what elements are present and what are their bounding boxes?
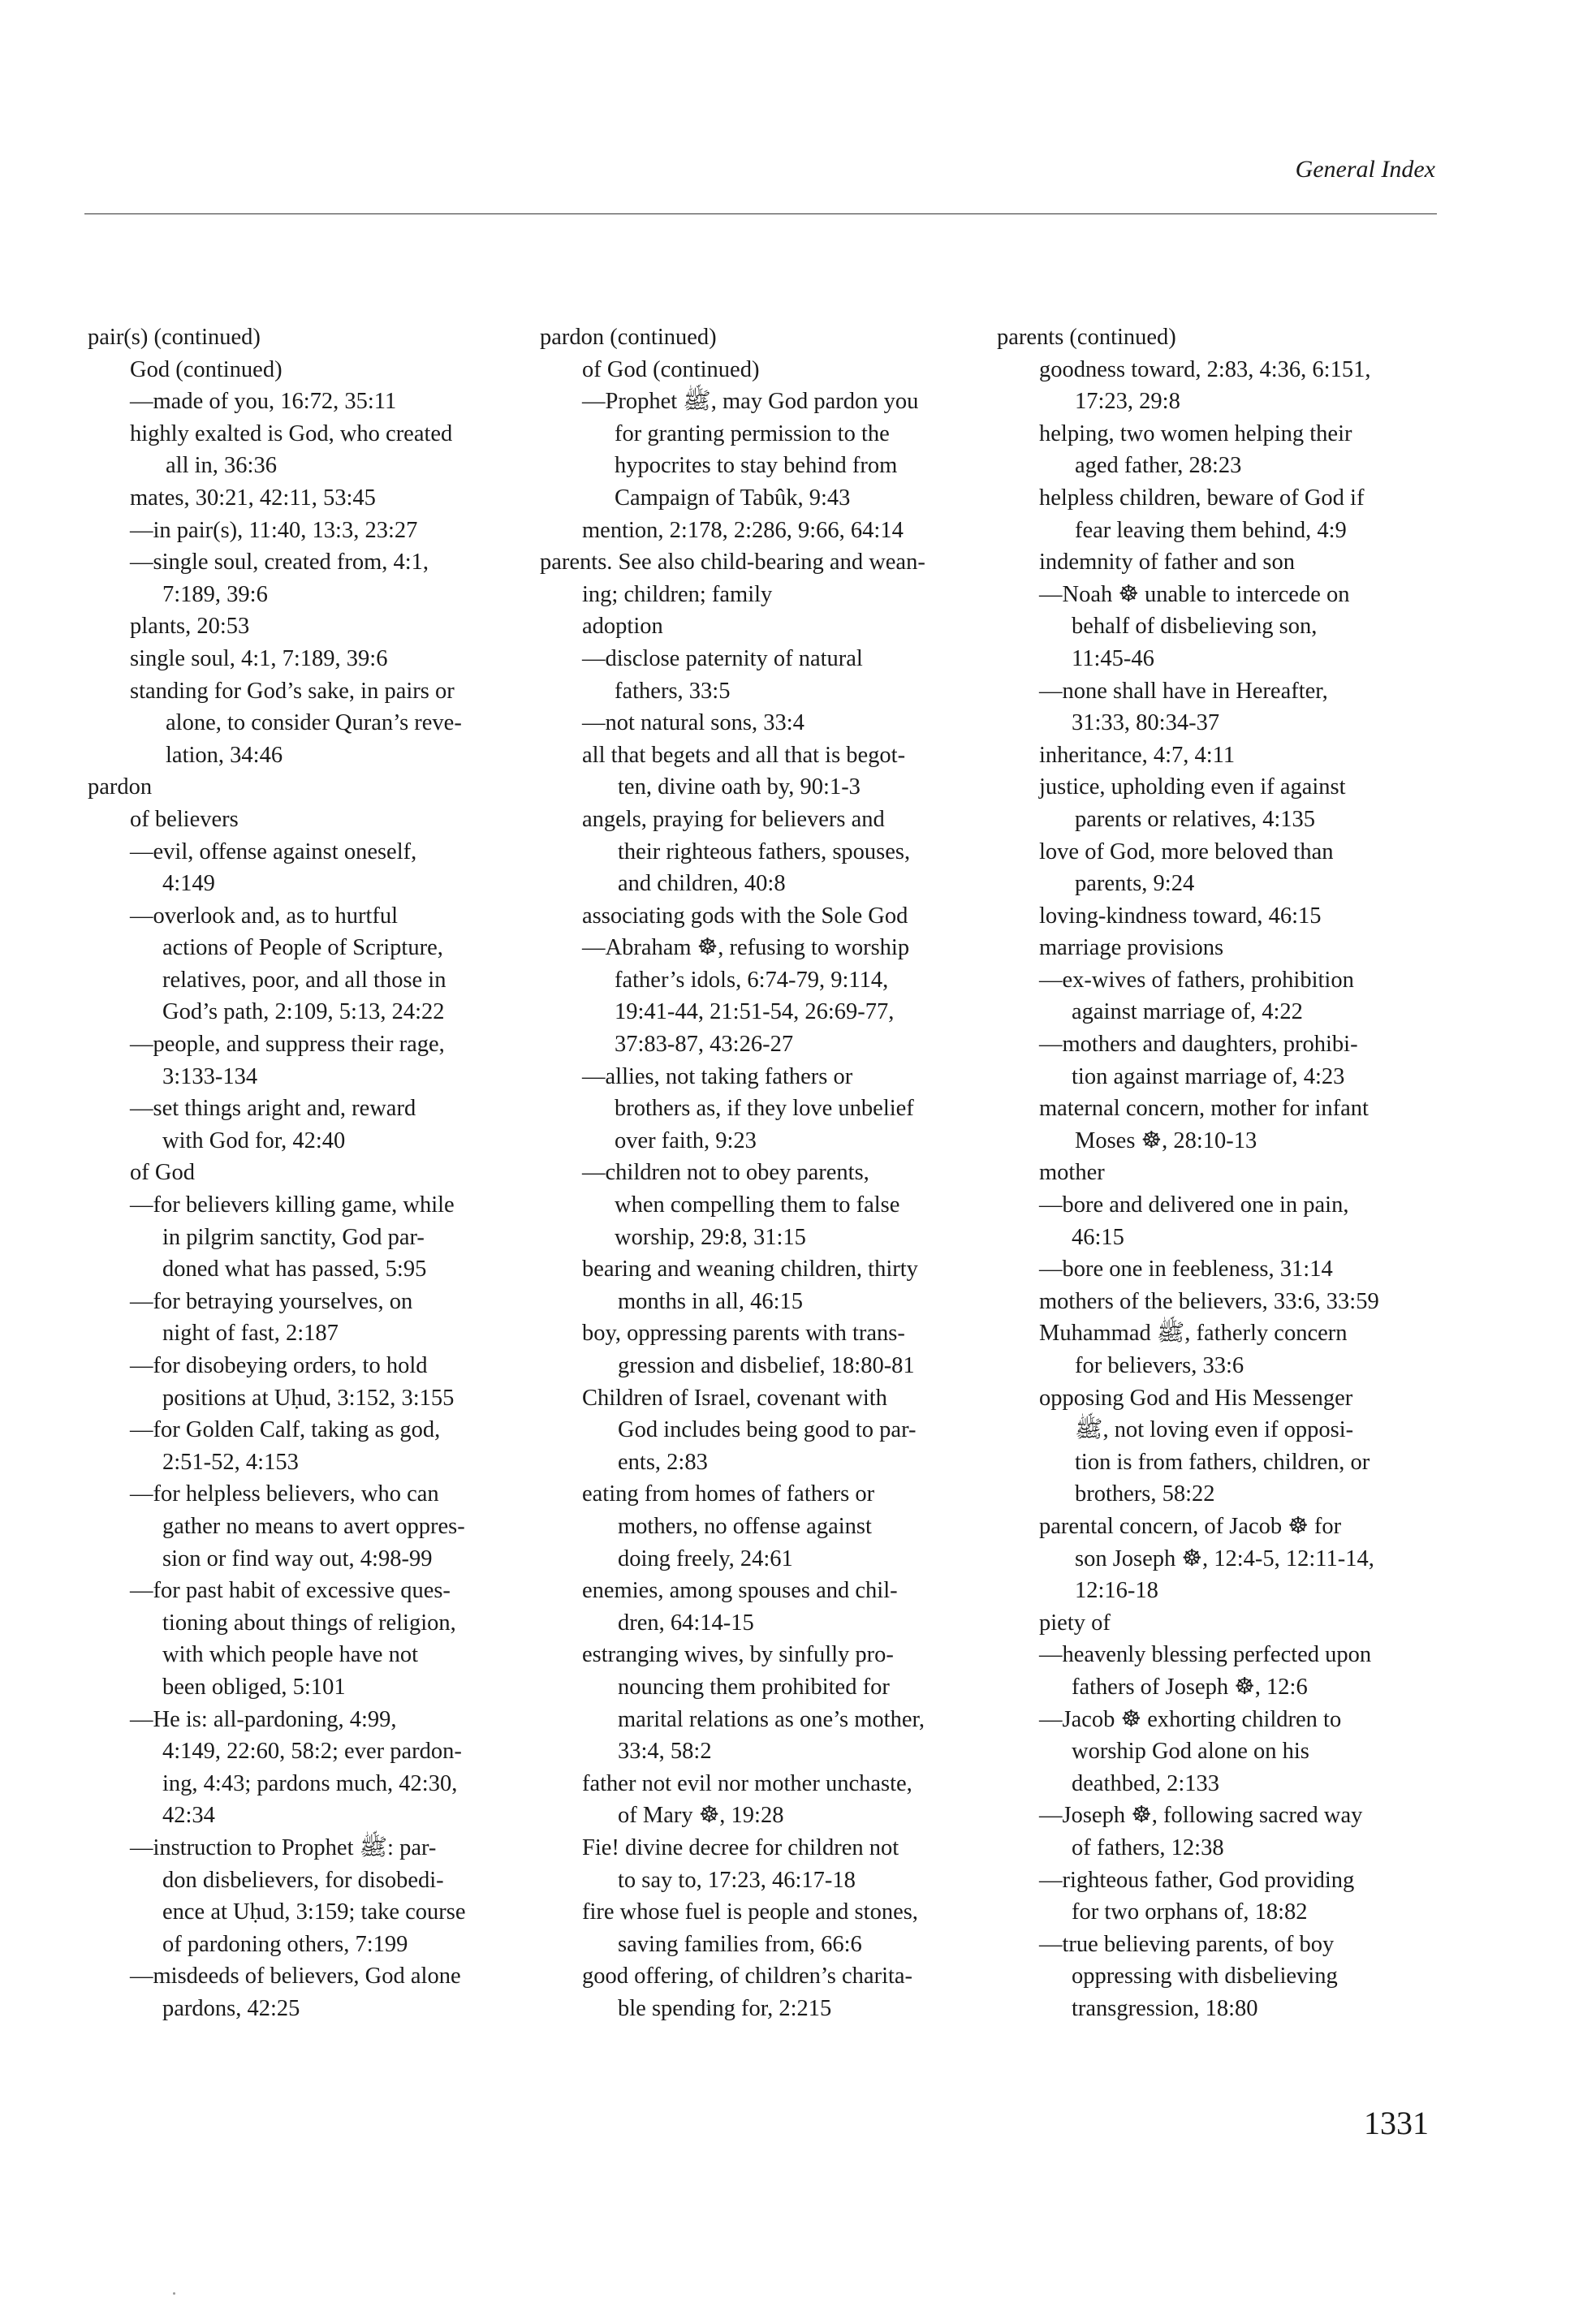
index-line: of fathers, 12:38 (1072, 1834, 1224, 1860)
index-line: —Noah ☸ unable to intercede on (1039, 581, 1350, 607)
index-line: God’s path, 2:109, 5:13, 24:22 (162, 999, 445, 1025)
index-line: parents, 9:24 (1075, 871, 1195, 897)
index-line: night of fast, 2:187 (162, 1321, 339, 1347)
index-line: —for Golden Calf, taking as god, (130, 1417, 441, 1443)
index-line: —disclose paternity of natural (582, 645, 863, 671)
index-line: tion against marriage of, 4:23 (1072, 1063, 1345, 1089)
index-line: standing for God’s sake, in pairs or (130, 678, 455, 704)
index-line: lation, 34:46 (166, 742, 283, 768)
index-line: with God for, 42:40 (162, 1127, 346, 1153)
index-line: saving families from, 66:6 (618, 1931, 862, 1957)
index-line: ing, 4:43; pardons much, 42:30, (162, 1770, 458, 1796)
index-line: 17:23, 29:8 (1075, 389, 1180, 415)
index-line: for two orphans of, 18:82 (1072, 1899, 1308, 1925)
index-line: —evil, offense against oneself, (130, 838, 417, 864)
index-line: parents. See also child-bearing and wean- (540, 550, 925, 576)
index-line: gression and disbelief, 18:80-81 (618, 1353, 915, 1378)
index-line: —ex-wives of fathers, prohibition (1039, 967, 1354, 993)
index-line: positions at Uḥud, 3:152, 3:155 (162, 1385, 455, 1411)
index-line: fear leaving them behind, 4:9 (1075, 517, 1347, 543)
index-line: father’s idols, 6:74-79, 9:114, (615, 967, 889, 993)
index-line: Campaign of Tabûk, 9:43 (615, 485, 851, 511)
index-column-2 (540, 321, 1003, 2024)
index-line: 12:16-18 (1075, 1578, 1158, 1604)
index-line: plants, 20:53 (130, 614, 250, 640)
index-line: pardon (88, 774, 153, 800)
index-line: —for believers killing game, while (130, 1192, 455, 1218)
index-line: 31:33, 80:34-37 (1072, 710, 1220, 736)
index-line: actions of People of Scripture, (162, 935, 443, 961)
index-line: 7:189, 39:6 (162, 581, 268, 607)
index-line: deathbed, 2:133 (1072, 1770, 1220, 1796)
index-line: relatives, poor, and all those in (162, 967, 446, 993)
index-line: —for helpless believers, who can (130, 1481, 439, 1507)
index-line: boy, oppressing parents with trans- (582, 1321, 905, 1347)
index-line: —not natural sons, 33:4 (582, 710, 804, 736)
index-line: ble spending for, 2:215 (618, 1995, 832, 2021)
index-line: 4:149 (162, 871, 215, 897)
index-line: brothers, 58:22 (1075, 1481, 1215, 1507)
index-line: helping, two women helping their (1039, 420, 1352, 446)
index-line: justice, upholding even if against (1039, 774, 1346, 800)
index-line: pair(s) (continued) (88, 325, 261, 350)
index-line: associating gods with the Sole God (582, 903, 908, 929)
index-line: Moses ☸, 28:10-13 (1075, 1127, 1257, 1153)
index-line: —allies, not taking fathers or (582, 1063, 853, 1089)
index-line: 42:34 (162, 1803, 215, 1829)
index-line: parents (continued) (997, 325, 1176, 350)
index-line: over faith, 9:23 (615, 1127, 757, 1153)
index-line: father not evil nor mother unchaste, (582, 1770, 912, 1796)
index-line: aged father, 28:23 (1075, 453, 1242, 479)
index-line: —for past habit of excessive ques- (130, 1578, 451, 1604)
index-line: Fie! divine decree for children not (582, 1834, 899, 1860)
index-line: mothers of the believers, 33:6, 33:59 (1039, 1288, 1379, 1314)
index-line: —overlook and, as to hurtful (130, 903, 399, 929)
index-line: opposing God and His Messenger (1039, 1385, 1353, 1411)
index-line: —Prophet ﷺ, may God pardon you (582, 389, 919, 415)
scan-speck (173, 2292, 175, 2295)
index-line: with which people have not (162, 1642, 419, 1668)
index-line: mother (1039, 1160, 1105, 1186)
index-line: —bore and delivered one in pain, (1039, 1192, 1349, 1218)
index-line: pardon (continued) (540, 325, 717, 350)
index-line: —misdeeds of believers, God alone (130, 1964, 461, 1989)
index-line: enemies, among spouses and chil- (582, 1578, 898, 1604)
index-column-3 (997, 321, 1451, 2024)
index-line: behalf of disbelieving son, (1072, 614, 1318, 640)
index-line: doing freely, 24:61 (618, 1545, 793, 1571)
index-line: 19:41-44, 21:51-54, 26:69-77, (615, 999, 895, 1025)
index-line: of God (continued) (582, 356, 760, 382)
index-line: dren, 64:14-15 (618, 1610, 754, 1636)
index-line: gather no means to avert oppres- (162, 1513, 465, 1539)
index-line: when compelling them to false (615, 1192, 900, 1218)
index-line: —Abraham ☸, refusing to worship (582, 935, 910, 961)
index-line: good offering, of children’s charita- (582, 1964, 913, 1989)
index-line: for granting permission to the (615, 420, 890, 446)
index-line: ence at Uḥud, 3:159; take course (162, 1899, 466, 1925)
index-line: tion is from fathers, children, or (1075, 1449, 1370, 1475)
index-line: —people, and suppress their rage, (130, 1032, 445, 1058)
index-line: ents, 2:83 (618, 1449, 708, 1475)
index-line: love of God, more beloved than (1039, 838, 1334, 864)
index-line: inheritance, 4:7, 4:11 (1039, 742, 1236, 768)
index-line: 37:83-87, 43:26-27 (615, 1032, 794, 1058)
index-line: —set things aright and, reward (130, 1096, 416, 1122)
index-line: alone, to consider Quran’s reve- (166, 710, 462, 736)
index-line: —instruction to Prophet ﷺ: par- (130, 1834, 437, 1860)
index-line: pardons, 42:25 (162, 1995, 300, 2021)
index-line: indemnity of father and son (1039, 550, 1296, 576)
index-line: single soul, 4:1, 7:189, 39:6 (130, 645, 388, 671)
index-line: of God (130, 1160, 195, 1186)
index-line: —children not to obey parents, (582, 1160, 869, 1186)
index-line: of pardoning others, 7:199 (162, 1931, 408, 1957)
index-line: don disbelievers, for disobedi- (162, 1867, 444, 1893)
index-line: piety of (1039, 1610, 1111, 1636)
index-line: goodness toward, 2:83, 4:36, 6:151, (1039, 356, 1371, 382)
index-line: Muhammad ﷺ, fatherly concern (1039, 1321, 1348, 1347)
index-line: ing; children; family (582, 581, 773, 607)
index-line: angels, praying for believers and (582, 806, 885, 832)
index-line: oppressing with disbelieving (1072, 1964, 1338, 1989)
index-line: son Joseph ☸, 12:4-5, 12:11-14, (1075, 1545, 1374, 1571)
index-line: marriage provisions (1039, 935, 1224, 961)
index-line: ten, divine oath by, 90:1-3 (618, 774, 861, 800)
index-line: of Mary ☸, 19:28 (618, 1803, 784, 1829)
index-line: —in pair(s), 11:40, 13:3, 23:27 (130, 517, 418, 543)
index-line: estranging wives, by sinfully pro- (582, 1642, 894, 1668)
index-line: worship, 29:8, 31:15 (615, 1224, 806, 1250)
index-line: of believers (130, 806, 239, 832)
index-line: —righteous father, God providing (1039, 1867, 1355, 1893)
index-line: 11:45-46 (1072, 645, 1154, 671)
index-line: tioning about things of religion, (162, 1610, 456, 1636)
index-line: helpless children, beware of God if (1039, 485, 1365, 511)
index-line: sion or find way out, 4:98-99 (162, 1545, 433, 1571)
index-line: —mothers and daughters, prohibi- (1039, 1032, 1358, 1058)
index-line: Children of Israel, covenant with (582, 1385, 887, 1411)
index-line: highly exalted is God, who created (130, 420, 453, 446)
index-line: mothers, no offense against (618, 1513, 872, 1539)
index-line: marital relations as one’s mother, (618, 1706, 925, 1732)
index-line: 46:15 (1072, 1224, 1124, 1250)
index-line: —Jacob ☸ exhorting children to (1039, 1706, 1342, 1732)
index-line: adoption (582, 614, 663, 640)
index-line: fire whose fuel is people and stones, (582, 1899, 918, 1925)
index-line: —bore one in feebleness, 31:14 (1039, 1257, 1333, 1282)
index-line: doned what has passed, 5:95 (162, 1257, 427, 1282)
index-line: eating from homes of fathers or (582, 1481, 875, 1507)
index-line: ﷺ, not loving even if opposi- (1075, 1417, 1354, 1443)
index-line: 33:4, 58:2 (618, 1739, 712, 1765)
index-line: and children, 40:8 (618, 871, 786, 897)
index-line: —made of you, 16:72, 35:11 (130, 389, 397, 415)
index-line: parents or relatives, 4:135 (1075, 806, 1315, 832)
index-line: parental concern, of Jacob ☸ for (1039, 1513, 1342, 1539)
index-line: —He is: all-pardoning, 4:99, (130, 1706, 397, 1732)
index-line: —none shall have in Hereafter, (1039, 678, 1328, 704)
index-line: all that begets and all that is begot- (582, 742, 906, 768)
index-line: —Joseph ☸, following sacred way (1039, 1803, 1363, 1829)
index-line: mates, 30:21, 42:11, 53:45 (130, 485, 376, 511)
running-header: General Index (1295, 156, 1435, 183)
index-line: for believers, 33:6 (1075, 1353, 1244, 1378)
index-line: in pilgrim sanctity, God par- (162, 1224, 425, 1250)
index-line: against marriage of, 4:22 (1072, 999, 1303, 1025)
index-line: bearing and weaning children, thirty (582, 1257, 918, 1282)
index-line: —single soul, created from, 4:1, (130, 550, 429, 576)
index-line: maternal concern, mother for infant (1039, 1096, 1369, 1122)
index-column-1 (88, 321, 542, 2024)
index-line: all in, 36:36 (166, 453, 277, 479)
index-line: 2:51-52, 4:153 (162, 1449, 299, 1475)
index-line: 3:133-134 (162, 1063, 258, 1089)
index-line: God includes being good to par- (618, 1417, 917, 1443)
index-line: mention, 2:178, 2:286, 9:66, 64:14 (582, 517, 904, 543)
index-line: 4:149, 22:60, 58:2; ever pardon- (162, 1739, 462, 1765)
index-line: transgression, 18:80 (1072, 1995, 1258, 2021)
header-divider (84, 213, 1437, 214)
index-line: fathers, 33:5 (615, 678, 731, 704)
index-line: months in all, 46:15 (618, 1288, 803, 1314)
page-number: 1331 (1364, 2105, 1429, 2141)
index-line: worship God alone on his (1072, 1739, 1309, 1765)
index-line: —for disobeying orders, to hold (130, 1353, 428, 1378)
index-line: —for betraying yourselves, on (130, 1288, 413, 1314)
index-line: hypocrites to stay behind from (615, 453, 898, 479)
index-line: to say to, 17:23, 46:17-18 (618, 1867, 856, 1893)
index-line: loving-kindness toward, 46:15 (1039, 903, 1322, 929)
index-line: brothers as, if they love unbelief (615, 1096, 914, 1122)
index-line: nouncing them prohibited for (618, 1674, 890, 1700)
index-line: God (continued) (130, 356, 283, 382)
index-line: fathers of Joseph ☸, 12:6 (1072, 1674, 1308, 1700)
index-line: —heavenly blessing perfected upon (1039, 1642, 1372, 1668)
index-line: —true believing parents, of boy (1039, 1931, 1335, 1957)
index-line: their righteous fathers, spouses, (618, 838, 911, 864)
index-line: been obliged, 5:101 (162, 1674, 346, 1700)
